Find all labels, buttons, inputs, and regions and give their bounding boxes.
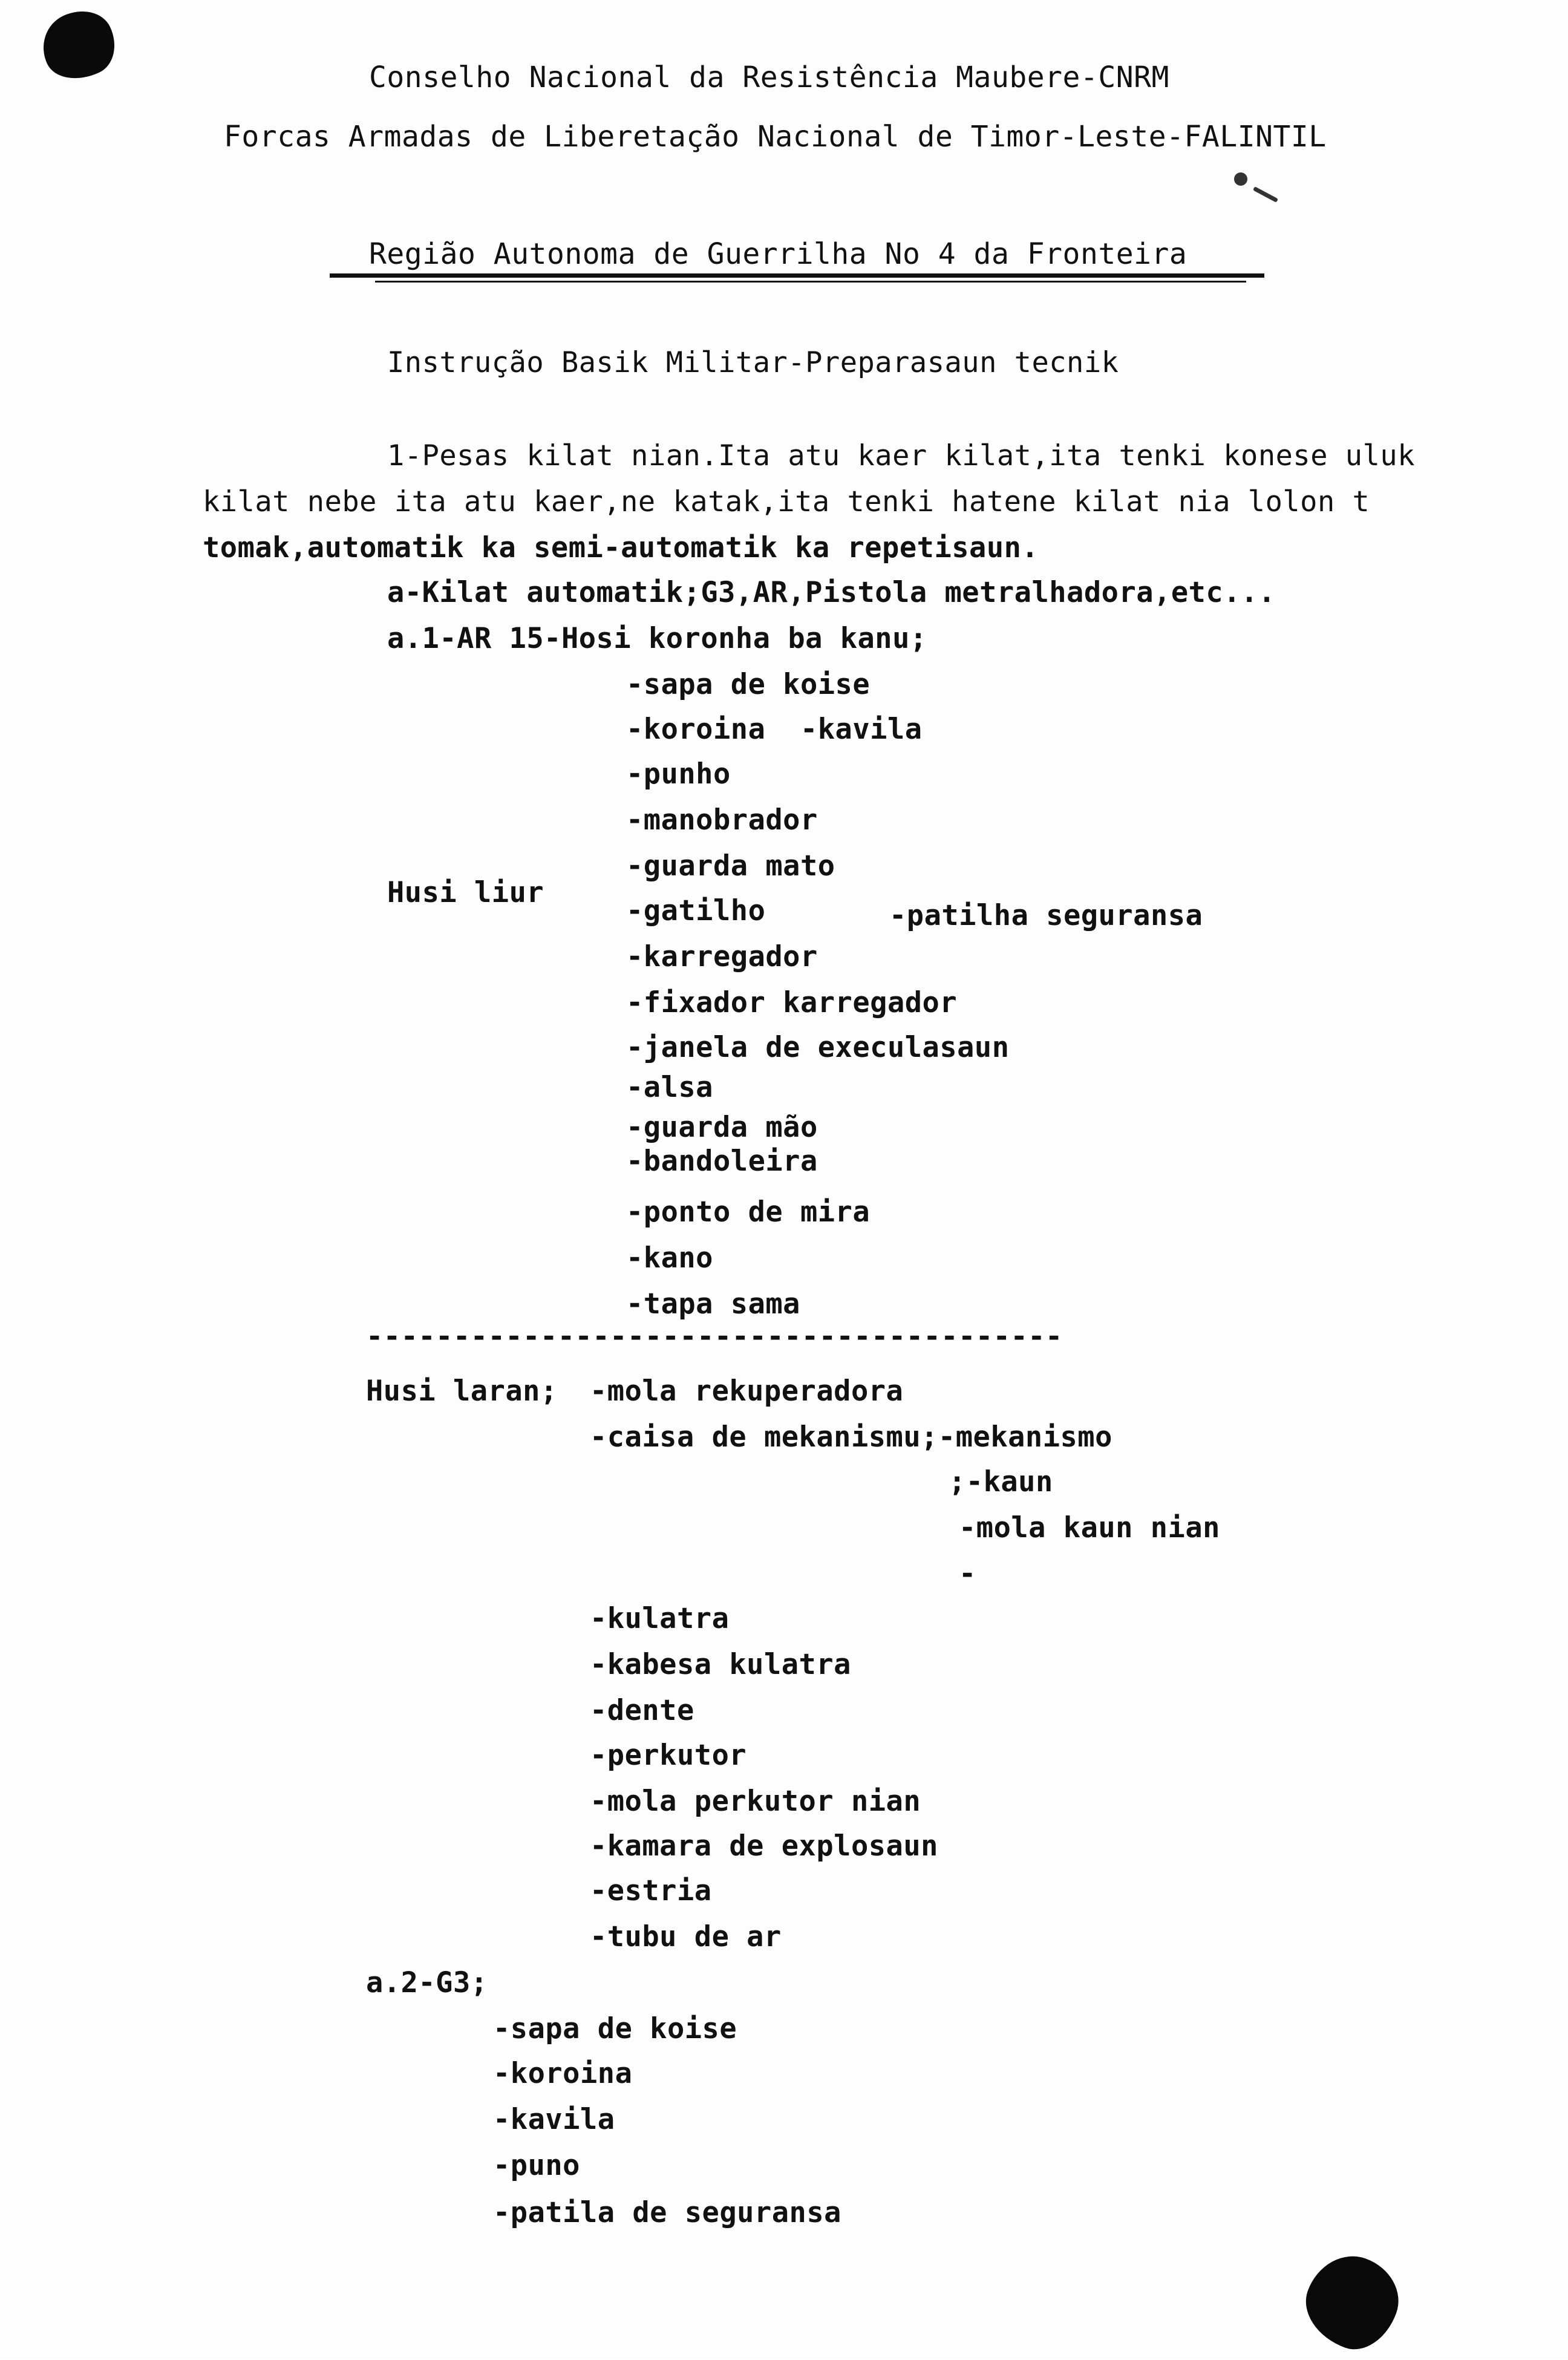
list-item: -tubu de ar xyxy=(590,1920,782,1953)
list-item: -sapa de koise xyxy=(493,2012,737,2045)
section-a-heading: a-Kilat automatik;G3,AR,Pistola metralhadora,etc... xyxy=(387,576,1276,609)
list-item: -kulatra xyxy=(590,1602,730,1635)
list-item: -fixador karregador xyxy=(626,986,958,1019)
ink-blot-bottom-right xyxy=(1294,2244,1410,2360)
list-item: -kamara de explosaun xyxy=(590,1829,938,1863)
ink-speck xyxy=(1253,186,1278,203)
list-item: -kano xyxy=(626,1241,713,1275)
list-item: -caisa de mekanismu;-mekanismo xyxy=(590,1420,1112,1454)
list-item: -guarda mato xyxy=(626,849,835,883)
list-item: -koroina -kavila xyxy=(626,713,923,746)
list-item: -sapa de koise xyxy=(626,668,871,701)
list-item: -tapa sama xyxy=(626,1287,800,1321)
list-item: -alsa xyxy=(626,1071,713,1104)
husi-laran-label: Husi laran; xyxy=(366,1374,558,1408)
list-item: -puno xyxy=(493,2149,580,2182)
subsection-a1: a.1-AR 15-Hosi koronha ba kanu; xyxy=(387,622,927,655)
subsection-a2: a.2-G3; xyxy=(366,1966,488,1999)
list-item: -gatilho xyxy=(626,894,766,927)
list-item: -koroina xyxy=(493,2057,633,2090)
list-item: -kavila xyxy=(493,2103,615,2136)
list-item: -patila de seguransa xyxy=(493,2196,841,2229)
list-item: -estria xyxy=(590,1874,712,1907)
list-item: -karregador xyxy=(626,940,818,973)
list-item: -ponto de mira xyxy=(626,1195,871,1229)
list-item: -dente xyxy=(590,1694,694,1727)
region-heading: Região Autonoma de Guerrilha No 4 da Fronteira xyxy=(369,237,1187,271)
dashed-divider: ---------------------------------------- xyxy=(366,1320,1063,1353)
list-item: -mola kaun nian xyxy=(959,1511,1220,1544)
intro-line-1: 1-Pesas kilat nian.Ita atu kaer kilat,ita tenki konese uluk xyxy=(387,439,1415,472)
region-underline xyxy=(330,273,1264,278)
list-item: -mola rekuperadora xyxy=(590,1374,904,1408)
list-item: -janela de execulasaun xyxy=(626,1031,1010,1064)
header-line-2: Forcas Armadas de Liberetação Nacional de Timor-Leste-FALINTIL xyxy=(224,120,1327,154)
patilha-seguransa: -patilha seguransa xyxy=(889,899,1203,932)
region-underline-2 xyxy=(375,281,1246,283)
list-item: - xyxy=(959,1557,976,1590)
list-item: -mola perkutor nian xyxy=(590,1785,921,1818)
list-item: -guarda mão xyxy=(626,1111,818,1144)
intro-line-2: kilat nebe ita atu kaer,ne katak,ita tenki hatene kilat nia lolon t xyxy=(203,485,1370,518)
header-line-1: Conselho Nacional da Resistência Maubere-CNRM xyxy=(369,60,1169,94)
husi-liur-label: Husi liur xyxy=(387,876,544,909)
ink-speck xyxy=(1234,172,1247,186)
list-item: -manobrador xyxy=(626,803,818,837)
list-item: -perkutor xyxy=(590,1739,747,1772)
list-item: -punho xyxy=(626,757,731,791)
intro-line-3: tomak,automatik ka semi-automatik ka repetisaun. xyxy=(203,531,1039,564)
list-item: -bandoleira xyxy=(626,1145,818,1178)
list-item: -kabesa kulatra xyxy=(590,1648,851,1681)
document-title: Instrução Basik Militar-Preparasaun tecnik xyxy=(387,346,1119,379)
list-item: ;-kaun xyxy=(949,1465,1053,1499)
ink-blot-top-left xyxy=(31,0,125,91)
